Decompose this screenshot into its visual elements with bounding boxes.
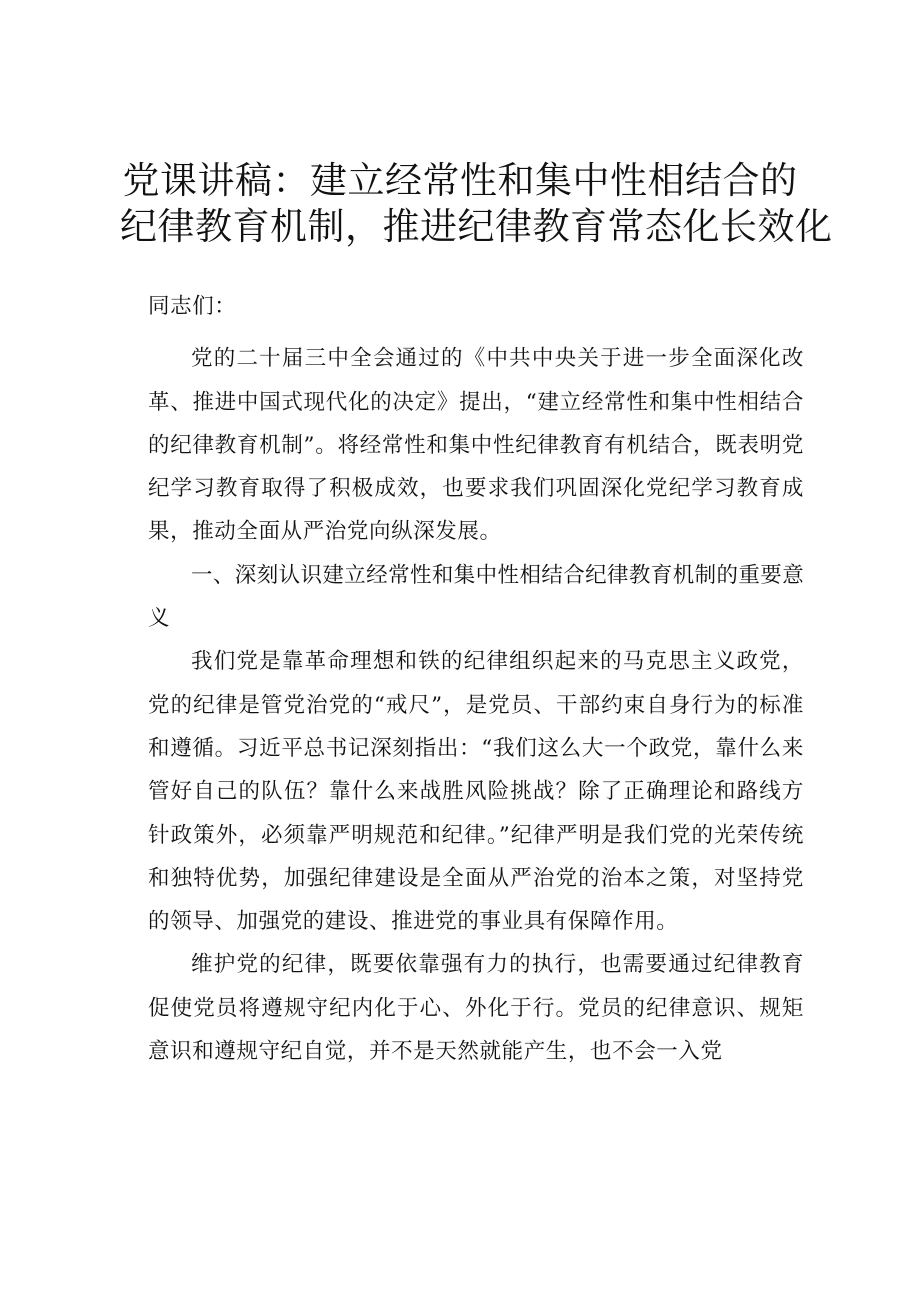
section-heading-1: 一、深刻认识建立经常性和集中性相结合纪律教育机制的重要意义 [148, 562, 804, 632]
paragraph-maintain: 维护党的纪律，既要依靠强有力的执行，也需要通过纪律教育促使党员将遵规守纪内化于心、外化于行。党员的纪律意识、规矩意识和遵规守纪自觉，并不是天然就能产生，也不会一入党 [148, 952, 804, 1065]
document-body [148, 285, 804, 1073]
title-line-2: 纪律教育机制，推进纪律教育常态化长效化 [120, 205, 833, 248]
salutation: 同志们： [148, 294, 237, 319]
paragraph-intro: 党的二十届三中全会通过的《中共中央关于进一步全面深化改革、推进中国式现代化的决定》提出，“建立经常性和集中性相结合的纪律教育机制”。将经常性和集中性纪律教育有机结合，既表明党纪学习教育取得了积极成效，也要求我们巩固深化党纪学习教育成果，推动全面从严治党向纵深发展。 [148, 346, 804, 545]
document-title [120, 158, 833, 250]
title-line-1: 党课讲稿：建立经常性和集中性相结合的 [122, 159, 798, 202]
paragraph-discipline: 我们党是靠革命理想和铁的纪律组织起来的马克思主义政党，党的纪律是管党治党的“戒尺”，是党员、干部约束自身行为的标准和遵循。习近平总书记深刻指出：“我们这么大一个政党，靠什么来管好自己的队伍？靠什么来战胜风险挑战？除了正确理论和路线方针政策外，必须靠严明规范和纪律。”纪律严明是我们党的光荣传统和独特优势，加强纪律建设是全面从严治党的治本之策，对坚持党的领导、加强党的建设、推进党的事业具有保障作用。 [148, 649, 804, 935]
